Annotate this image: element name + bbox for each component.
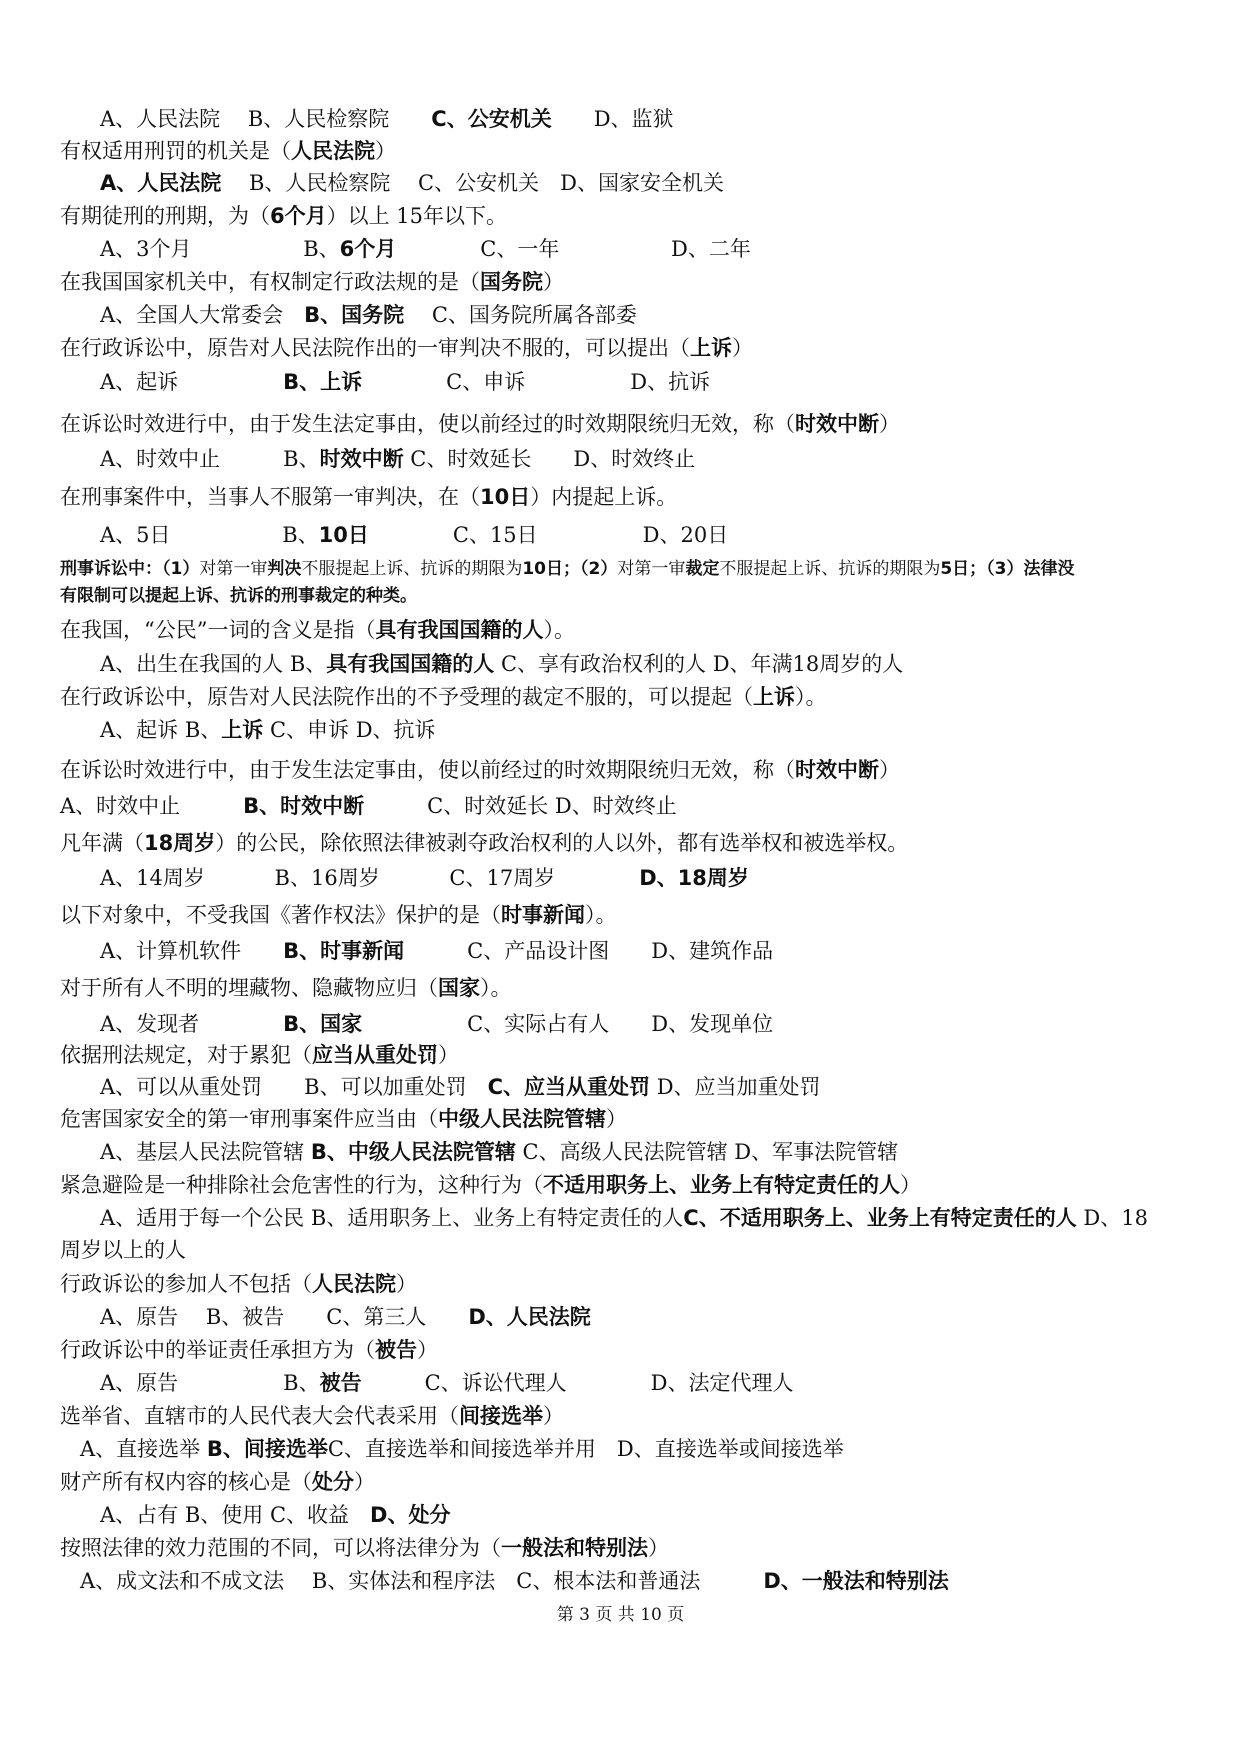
- text-segment: 周岁以上的人: [60, 1238, 186, 1262]
- text-segment: A、原告 B、被告 C、第三人: [100, 1305, 469, 1329]
- answer-text: B、间接选举: [206, 1437, 328, 1461]
- text-segment: 在诉讼时效进行中，由于发生法定事由，使以前经过的时效期限统归无效，称（: [60, 412, 795, 436]
- question-line: [60, 1403, 564, 1429]
- answer-text: 上诉: [221, 718, 264, 742]
- question-line: [60, 975, 512, 1001]
- options-line: [100, 865, 749, 891]
- answer-text: 具有我国国籍的人: [375, 618, 544, 642]
- text-segment: ）以上 15年以下。: [326, 204, 508, 228]
- answer-text: 人民法院: [312, 1272, 396, 1296]
- options-line: [100, 302, 637, 328]
- text-segment: A、计算机软件: [100, 939, 284, 963]
- text-segment: 依据刑法规定，对于累犯（: [60, 1043, 312, 1067]
- answer-text: 上诉: [753, 685, 795, 709]
- answer-text: 国家: [438, 976, 480, 1000]
- note-line: [60, 585, 417, 607]
- answer-text: D、18周岁: [639, 866, 749, 890]
- text-segment: 有权适用刑罚的机关是（: [60, 139, 291, 163]
- text-segment: A、出生在我国的人 B、: [100, 652, 327, 676]
- text-segment: A、起诉: [100, 370, 284, 394]
- answer-text: 上诉: [690, 336, 732, 360]
- answer-text: B、时事新闻: [283, 939, 405, 963]
- text-segment: 对第一审: [617, 559, 686, 579]
- question-line: [60, 1469, 375, 1495]
- answer-text: C、应当从重处罚: [487, 1075, 651, 1099]
- text-segment: 在行政诉讼中，原告对人民法院作出的不予受理的裁定不服的，可以提起（: [60, 685, 753, 709]
- text-segment: C、实际占有人 D、发现单位: [362, 1012, 774, 1036]
- question-line: [60, 1172, 921, 1198]
- options-line: [100, 369, 710, 395]
- text-segment: A、适用于每一个公民 B、适用职务上、业务上有特定责任的人: [100, 1206, 684, 1230]
- text-segment: A、原告 B、: [100, 1371, 320, 1395]
- text-segment: A、全国人大常委会: [100, 303, 305, 327]
- text-segment: 按照法律的效力范围的不同，可以将法律分为（: [60, 1536, 501, 1560]
- text-segment: C、申诉 D、抗诉: [263, 718, 436, 742]
- answer-text: B、上诉: [283, 370, 363, 394]
- text-segment: ）: [606, 1107, 627, 1131]
- answer-text: D、一般法和特别法: [763, 1569, 949, 1593]
- answer-text: 国务院: [480, 270, 543, 294]
- text-segment: ）。: [480, 976, 512, 1000]
- question-line: [60, 138, 396, 164]
- answer-text: 被告: [319, 1371, 362, 1395]
- text-segment: ）: [879, 758, 900, 782]
- text-segment: ）: [396, 1272, 417, 1296]
- text-segment: 对第一审: [199, 559, 268, 579]
- options-line: [80, 1568, 949, 1594]
- options-line: [100, 717, 436, 743]
- answer-text: 判决: [267, 559, 302, 579]
- answer-text: 不适用职务上、业务上有特定责任的人: [543, 1173, 900, 1197]
- text-segment: 在刑事案件中，当事人不服第一审判决，在（: [60, 485, 480, 509]
- options-line: [100, 651, 903, 677]
- text-segment: ）: [543, 270, 564, 294]
- text-segment: C、时效延长 D、时效终止: [364, 794, 677, 818]
- options-line: [100, 1370, 794, 1396]
- text-segment: ）: [900, 1173, 921, 1197]
- options-line: [100, 522, 728, 548]
- text-segment: 不服提起上诉、抗诉的期限为: [301, 559, 523, 579]
- answer-text: B、国务院: [304, 303, 405, 327]
- answer-text: 10日: [318, 523, 369, 547]
- options-line: [60, 793, 677, 819]
- text-segment: 在诉讼时效进行中，由于发生法定事由，使以前经过的时效期限统归无效，称（: [60, 758, 795, 782]
- text-segment: 不服提起上诉、抗诉的期限为: [719, 559, 941, 579]
- text-segment: A、时效中止: [60, 794, 244, 818]
- options-line: [100, 1011, 773, 1037]
- answer-text: 刑事诉讼中：（1）: [60, 559, 200, 579]
- text-segment: A、14周岁 B、16周岁 C、17周岁: [100, 866, 640, 890]
- text-segment: B、人民检察院 C、公安机关 D、国家安全机关: [221, 171, 724, 195]
- text-segment: C、诉讼代理人 D、法定代理人: [361, 1371, 794, 1395]
- text-segment: A、3个月 B、: [100, 237, 340, 261]
- text-segment: C、15日 D、20日: [368, 523, 729, 547]
- text-segment: ）。: [795, 685, 827, 709]
- options-line: [100, 1304, 591, 1330]
- options-line: [100, 1205, 1148, 1231]
- text-segment: ）: [354, 1470, 375, 1494]
- answer-text: 时效中断: [795, 412, 879, 436]
- text-segment: C、一年 D、二年: [396, 237, 751, 261]
- answer-text: C、不适用职务上、业务上有特定责任的人: [683, 1206, 1077, 1230]
- question-line: [60, 830, 908, 856]
- text-segment: ）。: [585, 903, 617, 927]
- text-segment: C、产品设计图 D、建筑作品: [404, 939, 774, 963]
- options-line: [100, 236, 751, 262]
- text-segment: C、国务院所属各部委: [404, 303, 637, 327]
- answer-text: 处分: [312, 1470, 354, 1494]
- text-segment: ）: [648, 1536, 669, 1560]
- text-segment: ）: [879, 412, 900, 436]
- text-segment: 有期徒刑的刑期，为（: [60, 204, 270, 228]
- question-line: [60, 411, 900, 437]
- answer-text: 中级人民法院管辖: [438, 1107, 606, 1131]
- question-line: [60, 335, 753, 361]
- options-line: [100, 938, 773, 964]
- text-segment: C、申诉 D、抗诉: [362, 370, 711, 394]
- text-segment: 行政诉讼的参加人不包括（: [60, 1272, 312, 1296]
- text-segment: A、可以从重处罚 B、可以加重处罚: [100, 1075, 488, 1099]
- question-line: [60, 617, 575, 643]
- options-line: [100, 1502, 450, 1528]
- text-segment: ）: [438, 1043, 459, 1067]
- question-line: [60, 757, 900, 783]
- answer-text: 有限制可以提起上诉、抗诉的刑事裁定的种类。: [60, 586, 417, 606]
- note-line: [60, 558, 1075, 580]
- answer-text: 6个月: [339, 237, 397, 261]
- answer-text: 一般法和特别法: [501, 1536, 648, 1560]
- options-line: [100, 1074, 821, 1100]
- answer-text: 时效中断: [319, 447, 404, 471]
- answer-text: B、国家: [283, 1012, 363, 1036]
- text-segment: A、发现者: [100, 1012, 284, 1036]
- answer-text: 5日；（3）法律没: [940, 559, 1075, 579]
- question-line: [60, 1271, 417, 1297]
- text-segment: 以下对象中，不受我国《著作权法》保护的是（: [60, 903, 501, 927]
- text-segment: ）的公民，除依照法律被剥夺政治权利的人以外，都有选举权和被选举权。: [215, 831, 909, 855]
- answer-text: 被告: [375, 1338, 417, 1362]
- text-segment: A、直接选举: [80, 1437, 207, 1461]
- text-segment: 对于所有人不明的埋藏物、隐藏物应归（: [60, 976, 438, 1000]
- question-line: [60, 1337, 438, 1363]
- question-line: [60, 269, 564, 295]
- text-segment: 在我国，“公民”一词的含义是指（: [60, 618, 376, 642]
- text-segment: ）: [417, 1338, 438, 1362]
- options-line: [80, 1436, 844, 1462]
- text-segment: D、应当加重处罚: [650, 1075, 821, 1099]
- text-segment: ）: [375, 139, 396, 163]
- text-segment: A、5日 B、: [100, 523, 319, 547]
- question-line: [60, 1042, 459, 1068]
- options-line: [100, 106, 674, 132]
- answer-text: 人民法院: [291, 139, 375, 163]
- text-segment: A、占有 B、使用 C、收益: [100, 1503, 371, 1527]
- answer-text: B、时效中断: [243, 794, 365, 818]
- answer-text: 裁定: [685, 559, 720, 579]
- text-segment: C、享有政治权利的人 D、年满18周岁的人: [494, 652, 904, 676]
- text-segment: ）: [543, 1404, 564, 1428]
- answer-text: 具有我国国籍的人: [326, 652, 495, 676]
- text-segment: 行政诉讼中的举证责任承担方为（: [60, 1338, 375, 1362]
- answer-text: 间接选举: [459, 1404, 543, 1428]
- text-segment: 危害国家安全的第一审刑事案件应当由（: [60, 1107, 438, 1131]
- text-segment: C、直接选举和间接选举并用 D、直接选举或间接选举: [327, 1437, 844, 1461]
- text-segment: D、18: [1076, 1206, 1148, 1230]
- text-segment: A、起诉 B、: [100, 718, 222, 742]
- answer-text: 6个月: [270, 204, 327, 228]
- answer-text: B、中级人民法院管辖: [310, 1140, 516, 1164]
- answer-text: 应当从重处罚: [312, 1043, 438, 1067]
- answer-text: 10日: [480, 485, 531, 509]
- options-line: [100, 170, 724, 196]
- text-segment: ）。: [543, 618, 575, 642]
- text-segment: 选举省、直辖市的人民代表大会代表采用（: [60, 1404, 459, 1428]
- text-segment: D、监狱: [551, 107, 674, 131]
- text-segment: C、时效延长 D、时效终止: [403, 447, 696, 471]
- answer-text: 时效中断: [795, 758, 879, 782]
- page-footer: 第 3 页 共 10 页: [556, 1605, 685, 1625]
- text-segment: 财产所有权内容的核心是（: [60, 1470, 312, 1494]
- text-segment: 在行政诉讼中，原告对人民法院作出的一审判决不服的，可以提出（: [60, 336, 690, 360]
- answer-text: D、处分: [370, 1503, 451, 1527]
- question-line: [60, 484, 677, 510]
- text-segment: A、成文法和不成文法 B、实体法和程序法 C、根本法和普通法: [80, 1569, 764, 1593]
- answer-text: C、公安机关: [431, 107, 552, 131]
- answer-text: 10日；（2）: [522, 559, 618, 579]
- answer-text: 时事新闻: [501, 903, 585, 927]
- options-line: [100, 446, 695, 472]
- text-segment: 紧急避险是一种排除社会危害性的行为，这种行为（: [60, 1173, 543, 1197]
- question-line: [60, 902, 617, 928]
- options-line: [100, 1139, 898, 1165]
- question-line: [60, 203, 507, 229]
- question-line: [60, 1106, 627, 1132]
- answer-text: A、人民法院: [100, 171, 222, 195]
- text-segment: ）内提起上诉。: [530, 485, 678, 509]
- text-segment: A、时效中止 B、: [100, 447, 320, 471]
- question-line: [60, 684, 827, 710]
- answer-text: 18周岁: [144, 831, 216, 855]
- text-segment: 凡年满（: [60, 831, 144, 855]
- text-segment: ）: [732, 336, 753, 360]
- options-line: [60, 1237, 186, 1263]
- answer-text: D、人民法院: [468, 1305, 591, 1329]
- text-segment: A、基层人民法院管辖: [100, 1140, 311, 1164]
- question-line: [60, 1535, 669, 1561]
- text-segment: C、高级人民法院管辖 D、军事法院管辖: [515, 1140, 899, 1164]
- text-segment: A、人民法院 B、人民检察院: [100, 107, 432, 131]
- text-segment: 在我国国家机关中，有权制定行政法规的是（: [60, 270, 480, 294]
